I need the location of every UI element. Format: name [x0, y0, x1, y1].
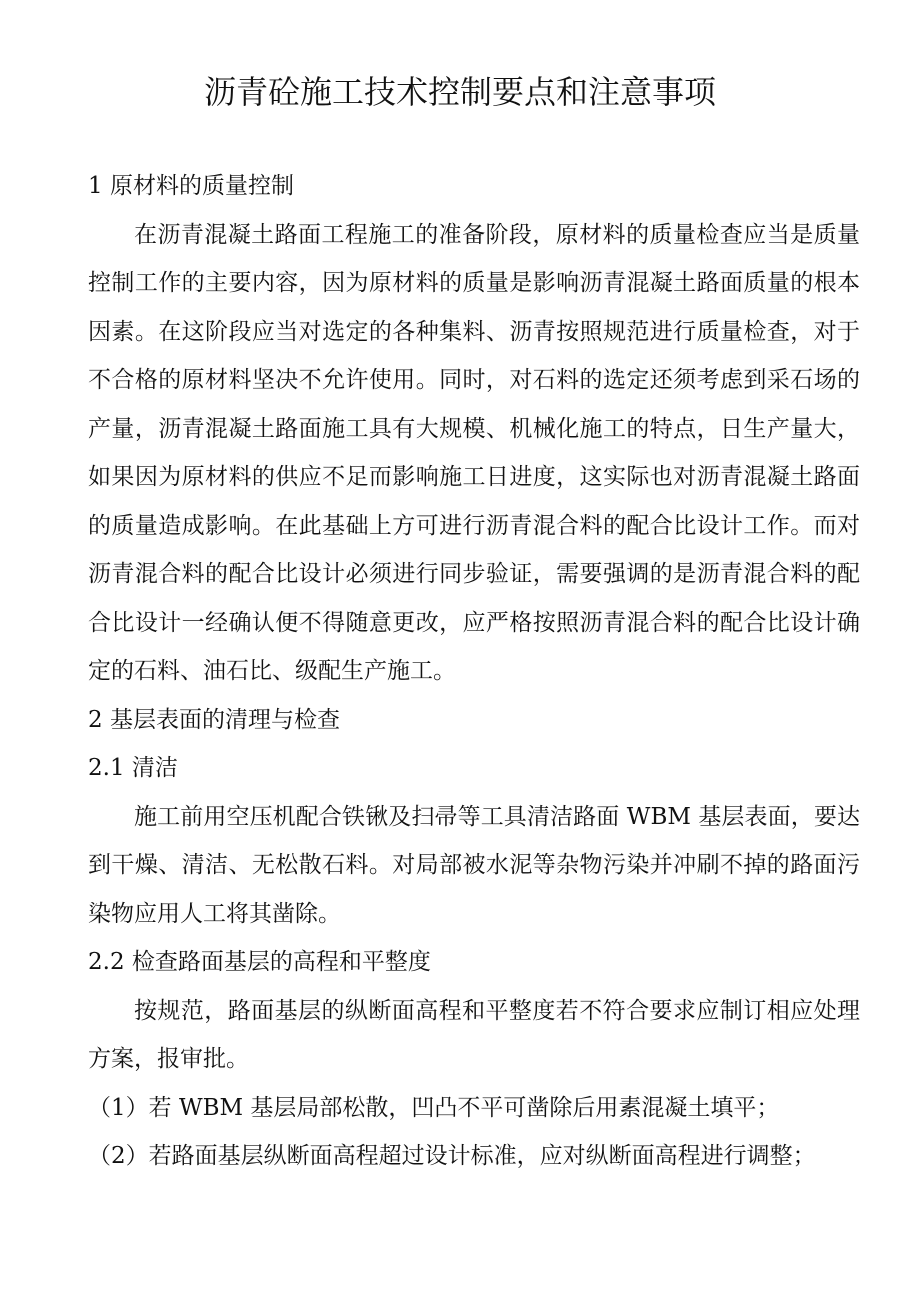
document-body [88, 162, 860, 1181]
list-item-1: （1）若 WBM 基层局部松散，凹凸不平可凿除后用素混凝土填平； [88, 1094, 780, 1121]
section-2-1-paragraph: 施工前用空压机配合铁锹及扫帚等工具清洁路面 WBM 基层表面，要达到干燥、清洁、无松散石料。对局部被水泥等杂物污染并冲刷不掉的路面污染物应用人工将其凿除。 [88, 803, 860, 927]
section-2-1-heading: 2.1 清洁 [88, 755, 178, 781]
document-title: 沥青砼施工技术控制要点和注意事项 [203, 73, 716, 111]
section-1-paragraph: 在沥青混凝土路面工程施工的准备阶段，原材料的质量检查应当是质量控制工作的主要内容，因为原材料的质量是影响沥青混凝土路面质量的根本因素。在这阶段应当对选定的各种集料、沥青按照规范进行质量检查，对于不合格的原材料坚决不允许使用。同时，对石料的选定还须考虑到采石场的产量，沥青混凝土路面施工具有大规模、机械化施工的特点，日生产量大，如果因为原材料的供应不足而影响施工日进度，这实际也对沥青混凝土路面的质量造成影响。在此基础上方可进行沥青混合料的配合比设计工作。而对沥青混合料的配合比设计必须进行同步验证，需要强调的是沥青混合料的配合比设计一经确认便不得随意更改，应严格按照沥青混合料的配合比设计确定的石料、油石比、级配生产施工。 [88, 221, 860, 684]
section-1-heading: 1 原材料的质量控制 [88, 173, 294, 199]
section-2-heading: 2 基层表面的清理与检查 [88, 706, 340, 733]
section-2-2-paragraph: 按规范，路面基层的纵断面高程和平整度若不符合要求应制订相应处理方案，报审批。 [88, 997, 860, 1072]
section-2-2-heading: 2.2 检查路面基层的高程和平整度 [88, 949, 431, 975]
list-item-2: （2）若路面基层纵断面高程超过设计标准，应对纵断面高程进行调整； [88, 1143, 816, 1169]
